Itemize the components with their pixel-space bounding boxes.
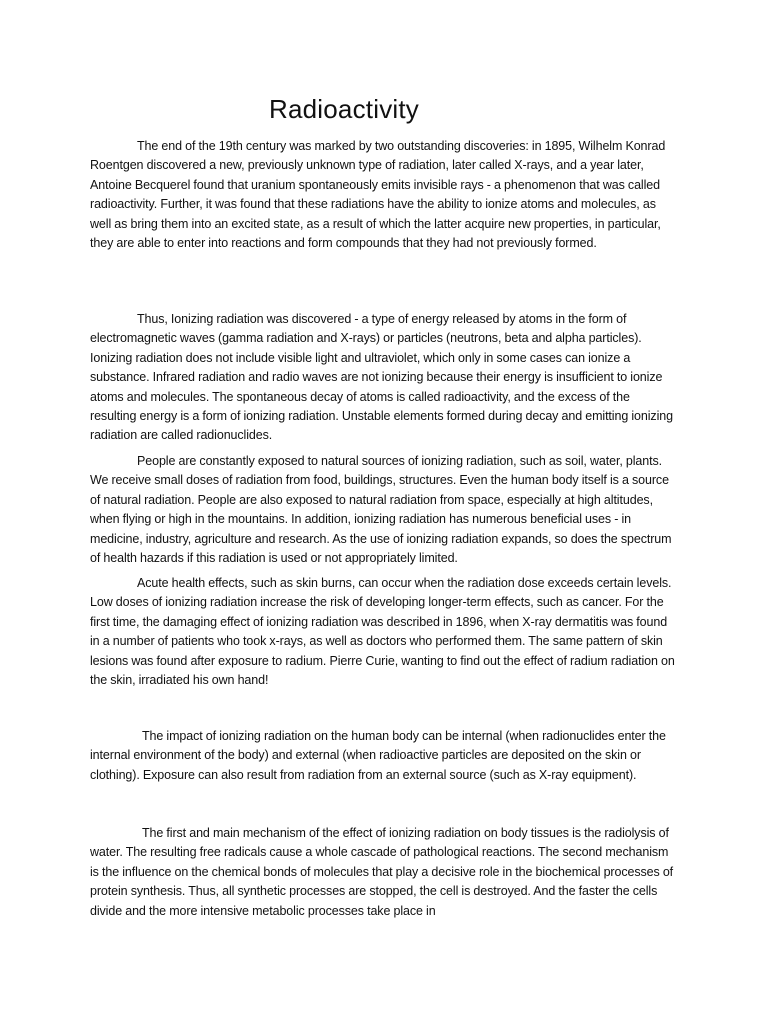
paragraph-mechanism: The first and main mechanism of the effect of ionizing radiation on body tissues is the radiolysis of water. The resulting free radicals cause a whole cascade of pathological reactions. The second mechanism is the influence on the chemical bonds of molecules that play a decisive role in the biochemical processes of protein synthesis. Thus, all synthetic processes are stopped, the cell is destroyed. And the faster the cells divide and the more intensive metabolic processes take place in [90,826,674,918]
paragraph-ionizing-radiation: Thus, Ionizing radiation was discovered - a type of energy released by atoms in the form of electromagnetic waves (gamma radiation and X-rays) or particles (neutrons, beta and alpha particles). Ionizing radiation does not include visible light and ultraviolet, which only in some cases can ionize a substance. Infrared radiation and radio waves are not ionizing because their energy is insufficient to ionize atoms and molecules. The spontaneous decay of atoms is called radioactivity, and the excess of the resulting energy is a form of ionizing radiation. Unstable elements formed during decay and emitting ionizing radiation are called radionuclides. [90,312,673,443]
document-title: Radioactivity [269,94,419,124]
paragraph-health-effects: Acute health effects, such as skin burns, can occur when the radiation dose exceeds certain levels. Low doses of ionizing radiation increase the risk of developing longer-term effects, such as cancer. For the first time, the damaging effect of ionizing radiation was described in 1896, when X-ray dermatitis was found in a number of patients who took x-rays, as well as doctors who performed them. The same pattern of skin lesions was found after exposure to radium. Pierre Curie, wanting to find out the effect of radium radiation on the skin, irradiated his own hand! [90,576,675,688]
paragraph-natural-sources: People are constantly exposed to natural sources of ionizing radiation, such as soil, water, plants. We receive small doses of radiation from food, buildings, structures. Even the human body itself is a source of natural radiation. People are also exposed to natural radiation from space, especially at high altitudes, when flying or high in the mountains. In addition, ionizing radiation has numerous beneficial uses - in medicine, industry, agriculture and research. As the use of ionizing radiation expands, so does the spectrum of health hazards if this radiation is used or not appropriately limited. [90,454,672,566]
paragraph-discovery: The end of the 19th century was marked by two outstanding discoveries: in 1895, Wilhelm Konrad Roentgen discovered a new, previously unknown type of radiation, later called X-rays, and a year later, Antoine Becquerel found that uranium spontaneously emits invisible rays - a phenomenon that was called radioactivity. Further, it was found that these radiations have the ability to ionize atoms and molecules, as well as bring them into an excited state, as a result of which the latter acquire new properties, in particular, they are able to enter into reactions and form compounds that they had not previously formed. [90,139,666,251]
paragraph-impact: The impact of ionizing radiation on the human body can be internal (when radionuclides enter the internal environment of the body) and external (when radioactive particles are deposited on the skin or clothing). Exposure can also result from radiation from an external source (such as X-ray equipment). [90,729,666,782]
